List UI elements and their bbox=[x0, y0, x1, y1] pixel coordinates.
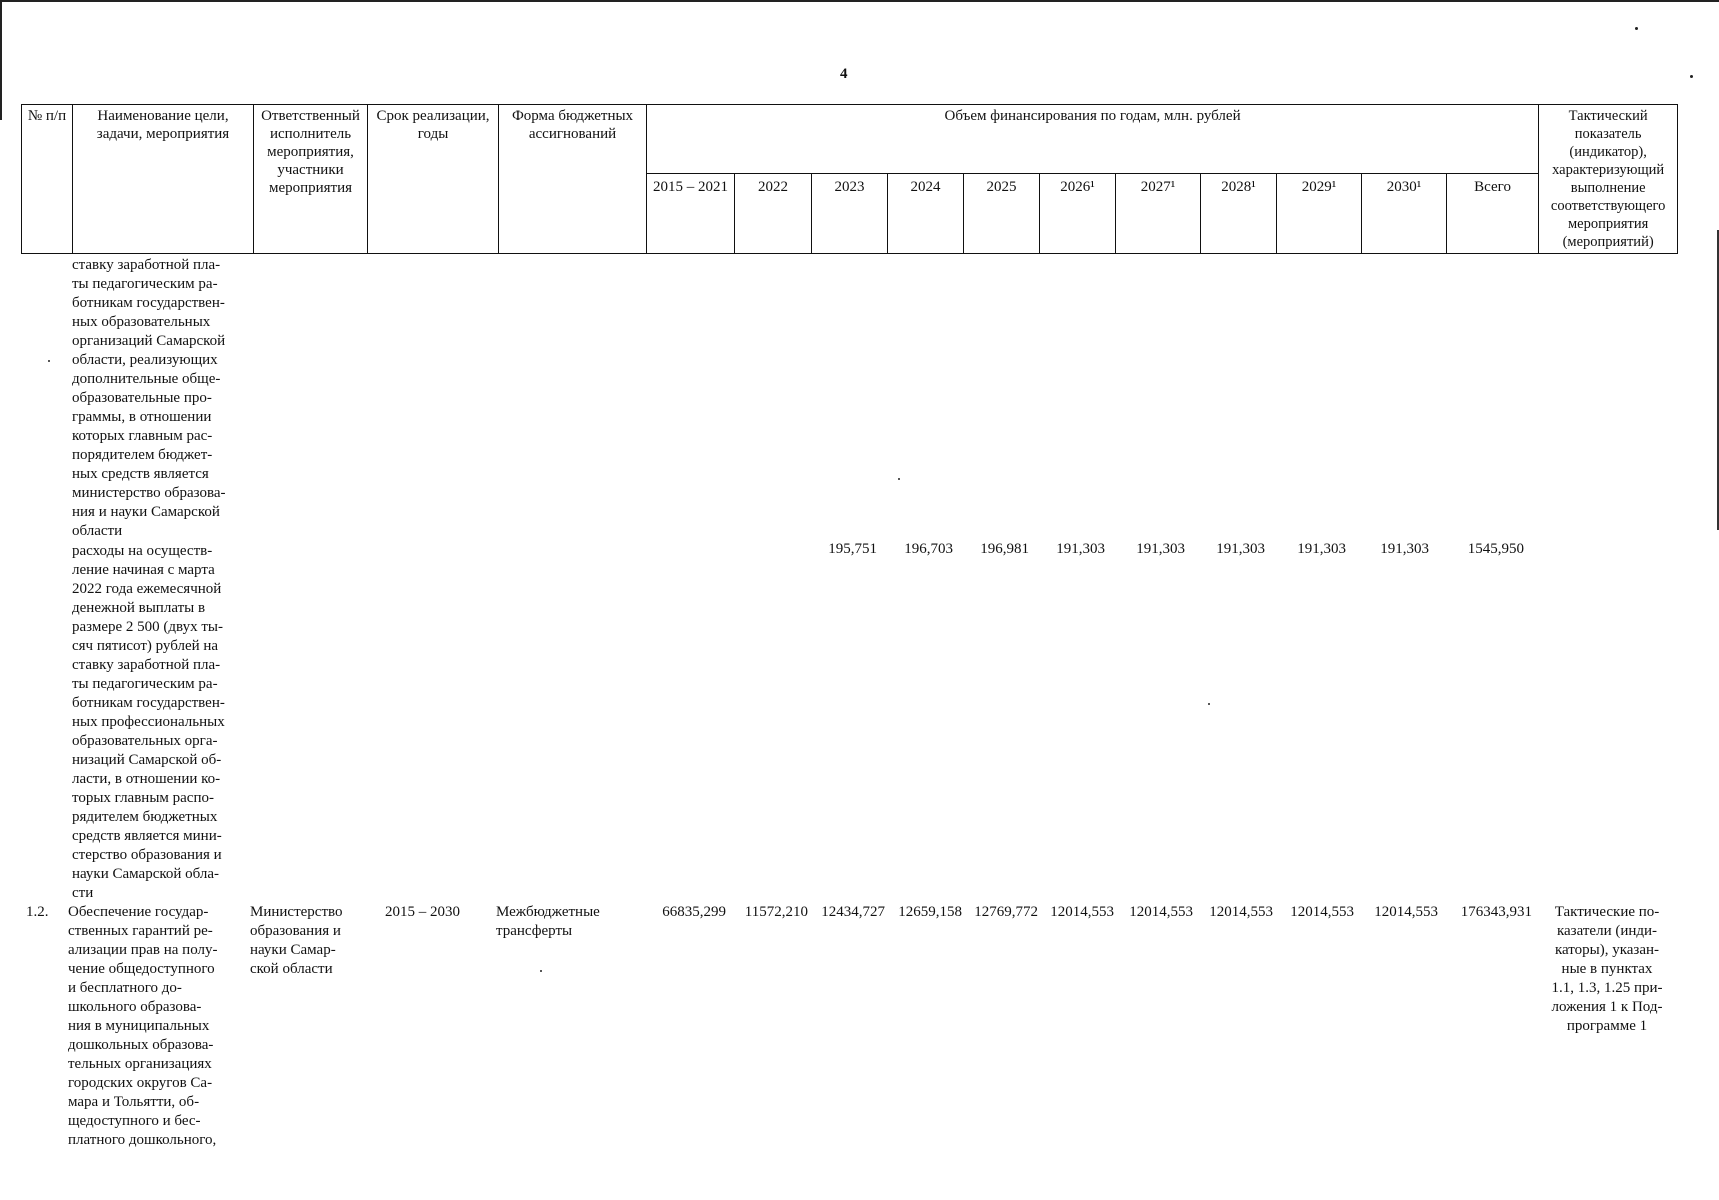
text-line: ской области bbox=[250, 961, 333, 977]
text-line: 2022 года ежемесячной bbox=[72, 581, 222, 597]
scan-speck bbox=[540, 970, 542, 972]
text-line: науки Самарской обла- bbox=[72, 866, 220, 882]
value-2028: 191,303 bbox=[1216, 541, 1265, 557]
text-line: городских округов Са- bbox=[68, 1075, 213, 1091]
text-line: тельных организациях bbox=[68, 1056, 212, 1072]
text-line: сти bbox=[72, 885, 94, 901]
continuation-text bbox=[72, 256, 252, 541]
value-2023: 195,751 bbox=[828, 541, 877, 557]
text-line: казатели (инди- bbox=[1556, 923, 1658, 939]
text-line: дошкольных образова- bbox=[68, 1037, 214, 1053]
text-line: мара и Тольятти, об- bbox=[68, 1094, 200, 1110]
value-total: 1545,950 bbox=[1467, 541, 1524, 557]
header-form: Форма бюджетных ассигнований bbox=[499, 105, 647, 254]
text-line: и бесплатного до- bbox=[68, 980, 182, 996]
text-line: чение общедоступного bbox=[68, 961, 215, 977]
header-year: 2022 bbox=[735, 174, 812, 254]
header-year: 2023 bbox=[812, 174, 888, 254]
text-line: ты педагогическим ра- bbox=[72, 676, 218, 692]
text-line: трансферты bbox=[496, 923, 573, 939]
item-value-2030: 12014,553 bbox=[1374, 904, 1438, 920]
item-number: 1.2. bbox=[26, 904, 49, 920]
header-year: 2025 bbox=[964, 174, 1040, 254]
item-value-2023: 12434,727 bbox=[821, 904, 885, 920]
item-value-2026: 12014,553 bbox=[1050, 904, 1114, 920]
header-term: Срок реализации, годы bbox=[368, 105, 499, 254]
value-2030: 191,303 bbox=[1380, 541, 1429, 557]
text-line: ставку заработной пла- bbox=[72, 257, 221, 273]
text-line: ных образовательных bbox=[72, 314, 211, 330]
header-num: № п/п bbox=[22, 105, 73, 254]
page-border-top bbox=[0, 0, 1719, 2]
text-line: Обеспечение государ- bbox=[68, 904, 209, 920]
text-line: образовательных орга- bbox=[72, 733, 218, 749]
text-line: ния и науки Самарской bbox=[72, 504, 220, 520]
text-line: Межбюджетные bbox=[496, 904, 600, 920]
text-line: области bbox=[72, 523, 123, 539]
text-line: Тактические по- bbox=[1554, 904, 1660, 920]
header-table bbox=[21, 104, 1678, 254]
text-line: ных профессиональных bbox=[72, 714, 225, 730]
text-line: денежной выплаты в bbox=[72, 600, 206, 616]
text-line: ставку заработной пла- bbox=[72, 657, 221, 673]
text-line: ление начиная с марта bbox=[72, 562, 215, 578]
item-value-2028: 12014,553 bbox=[1209, 904, 1273, 920]
text-line: 1.1, 1.3, 1.25 при- bbox=[1551, 980, 1663, 996]
text-line: расходы на осуществ- bbox=[72, 543, 213, 559]
text-line: дополнительные обще- bbox=[72, 371, 221, 387]
header-year: 2026¹ bbox=[1040, 174, 1116, 254]
text-line: ные в пунктах bbox=[1561, 961, 1653, 977]
text-line: рядителем бюджетных bbox=[72, 809, 218, 825]
text-line: ственных гарантий ре- bbox=[68, 923, 213, 939]
item-name bbox=[68, 903, 253, 1150]
expenses-text bbox=[72, 542, 252, 903]
scan-speck bbox=[48, 360, 50, 362]
header-name: Наименование цели, задачи, мероприятия bbox=[73, 105, 254, 254]
header-year: 2030¹ bbox=[1362, 174, 1447, 254]
text-line: ботникам государствен- bbox=[72, 695, 225, 711]
text-line: Министерство bbox=[250, 904, 343, 920]
text-line: ложения 1 к Под- bbox=[1551, 999, 1663, 1015]
text-line: граммы, в отношении bbox=[72, 409, 212, 425]
text-line: ласти, в отношении ко- bbox=[72, 771, 221, 787]
text-line: которых главным рас- bbox=[72, 428, 213, 444]
item-form bbox=[496, 903, 646, 941]
item-value-total: 176343,931 bbox=[1460, 904, 1532, 920]
value-2026: 191,303 bbox=[1056, 541, 1105, 557]
item-tactical bbox=[1537, 903, 1677, 1036]
text-line: ных средств является bbox=[72, 466, 209, 482]
header-year: 2015 – 2021 bbox=[647, 174, 735, 254]
header-tactical: Тактический показатель (индикатор), характеризующий выполнение соответствующего мероприятия (мероприятий) bbox=[1539, 105, 1678, 254]
text-line: средств является мини- bbox=[72, 828, 222, 844]
text-line: ализации прав на полу- bbox=[68, 942, 218, 958]
item-value-2025: 12769,772 bbox=[974, 904, 1038, 920]
item-responsible bbox=[250, 903, 365, 979]
header-year-total: Всего bbox=[1447, 174, 1539, 254]
text-line: порядителем бюджет- bbox=[72, 447, 213, 463]
text-line: программе 1 bbox=[1566, 1018, 1648, 1034]
text-line: торых главным распо- bbox=[72, 790, 214, 806]
text-line: ботникам государствен- bbox=[72, 295, 225, 311]
header-funding: Объем финансирования по годам, млн. рублей bbox=[647, 105, 1539, 174]
text-line: министерство образова- bbox=[72, 485, 226, 501]
text-line: каторы), указан- bbox=[1554, 942, 1660, 958]
value-2024: 196,703 bbox=[904, 541, 953, 557]
page-border-left bbox=[0, 0, 2, 120]
text-line: стерство образования и bbox=[72, 847, 222, 863]
text-line: науки Самар- bbox=[250, 942, 336, 958]
text-line: образовательные про- bbox=[72, 390, 212, 406]
header-year: 2024 bbox=[888, 174, 964, 254]
header-year: 2029¹ bbox=[1277, 174, 1362, 254]
text-line: щедоступного и бес- bbox=[68, 1113, 201, 1129]
text-line: низаций Самарской об- bbox=[72, 752, 222, 768]
text-line: ния в муниципальных bbox=[68, 1018, 210, 1034]
text-line: области, реализующих bbox=[72, 352, 218, 368]
text-line: платного дошкольного, bbox=[68, 1132, 217, 1148]
text-line: размере 2 500 (двух ты- bbox=[72, 619, 224, 635]
scan-speck bbox=[1208, 703, 1210, 705]
value-2029: 191,303 bbox=[1297, 541, 1346, 557]
item-value-2022: 11572,210 bbox=[744, 904, 808, 920]
scan-speck bbox=[1690, 75, 1693, 78]
scan-speck bbox=[898, 478, 900, 480]
header-year: 2027¹ bbox=[1116, 174, 1201, 254]
item-term: 2015 – 2030 bbox=[385, 904, 460, 920]
item-value-2029: 12014,553 bbox=[1290, 904, 1354, 920]
header-year: 2028¹ bbox=[1201, 174, 1277, 254]
text-line: ты педагогическим ра- bbox=[72, 276, 218, 292]
text-line: образования и bbox=[250, 923, 341, 939]
page-number: 4 bbox=[840, 66, 848, 82]
text-line: школьного образова- bbox=[68, 999, 202, 1015]
item-value-2024: 12659,158 bbox=[898, 904, 962, 920]
value-2027: 191,303 bbox=[1136, 541, 1185, 557]
item-value-2027: 12014,553 bbox=[1129, 904, 1193, 920]
text-line: организаций Самарской bbox=[72, 333, 226, 349]
text-line: сяч пятисот) рублей на bbox=[72, 638, 219, 654]
header-responsible: Ответственный исполнитель мероприятия, участники мероприятия bbox=[254, 105, 368, 254]
item-value-2015-2021: 66835,299 bbox=[662, 904, 726, 920]
scan-speck bbox=[1635, 27, 1638, 30]
value-2025: 196,981 bbox=[980, 541, 1029, 557]
